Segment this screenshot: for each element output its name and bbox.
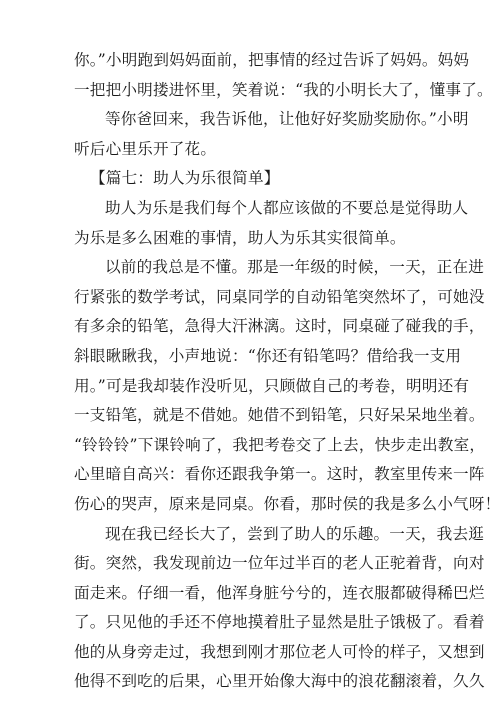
section-heading: 【篇七：助人为乐很简单】	[90, 169, 280, 188]
text-line: 行紧张的数学考试，同桌同学的自动铅笔突然坏了，可她没	[74, 287, 485, 306]
text-line: 了。只见他的手还不停地摸着肚子显然是肚子饿极了。看着	[74, 613, 485, 632]
text-line: 听后心里乐开了花。	[74, 139, 217, 158]
text-line: 他得不到吃的后果，心里开始像大海中的浪花翻滚着，久久	[74, 672, 485, 691]
text-line: 你。”小明跑到妈妈面前，把事情的经过告诉了妈妈。妈妈	[74, 51, 470, 69]
text-line: 以前的我总是不懂。那是一年级的时候，一天，正在进	[105, 258, 485, 277]
text-line: 为乐是多么困难的事情，助人为乐其实很简单。	[74, 228, 406, 247]
text-line: 伤心的哭声，原来是同桌。你看，那时侯的我是多么小气呀！	[74, 494, 500, 513]
text-line: 有多余的铅笔，急得大汗淋漓。这时，同桌碰了碰我的手，	[74, 317, 485, 336]
text-line: 助人为乐是我们每个人都应该做的不要总是觉得助人	[105, 198, 469, 217]
text-line: 斜眼瞅瞅我，小声地说：“你还有铅笔吗？借给我一支用	[74, 346, 462, 365]
text-line: 一把把小明搂进怀里，笑着说：“我的小明长大了，懂事了。	[74, 80, 493, 99]
text-line: 面走来。仔细一看，他浑身脏兮兮的，连衣服都破得稀巴烂	[74, 583, 485, 602]
text-line: 用。”可是我却装作没听见，只顾做自己的考卷，明明还有	[74, 376, 470, 395]
text-line: “铃铃铃”下课铃响了，我把考卷交了上去，快步走出教室，	[74, 435, 486, 454]
document-page	[74, 46, 500, 697]
text-line: 现在我已经长大了，尝到了助人的乐趣。一天，我去逛	[105, 524, 485, 543]
text-line: 心里暗自高兴：看你还跟我争第一。这时，教室里传来一阵	[74, 465, 485, 484]
text-line: 他的从身旁走过，我想到刚才那位老人可怜的样子，又想到	[74, 642, 485, 661]
text-line: 等你爸回来，我告诉他，让他好好奖励奖励你。”小明	[105, 110, 469, 129]
text-line: 街。突然，我发现前边一位年过半百的老人正驼着背，向对	[74, 554, 485, 573]
text-line: 一支铅笔，就是不借她。她借不到铅笔，只好呆呆地坐着。	[74, 406, 485, 425]
